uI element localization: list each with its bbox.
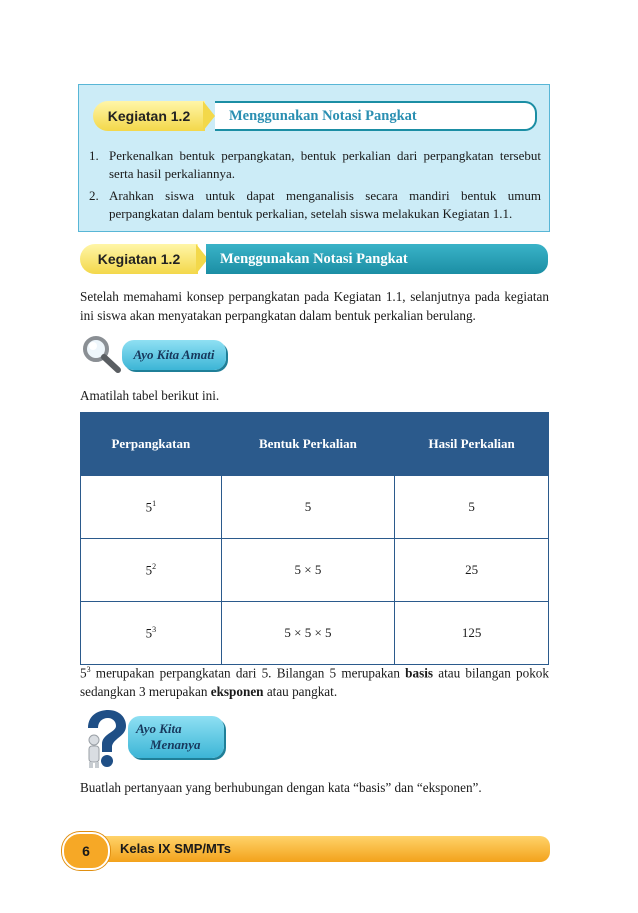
kegiatan-title: Menggunakan Notasi Pangkat xyxy=(215,101,537,131)
header-bentuk-perkalian: Bentuk Perkalian xyxy=(221,413,395,476)
cell-result: 125 xyxy=(395,602,549,665)
page-number: 6 xyxy=(62,832,110,870)
note-item: 2. Arahkan siswa untuk dapat menganalisis secara mandiri bentuk umum perpangkatan dalam bentuk perkalian, setelah siswa melakukan Kegiatan 1.1. xyxy=(89,188,541,221)
note-list xyxy=(89,147,541,223)
explanation-paragraph: $5^3$ merupakan perpangkatan dari 5. Bilangan 5 merupakan basis atau bilangan pokok sedangkan 3 merupakan eksponen atau pangkat. xyxy=(80,665,549,700)
question-instruction: Buatlah pertanyaan yang berhubungan dengan kata “basis” dan “eksponen”. xyxy=(80,780,482,795)
cell-power: $5^1$ xyxy=(81,476,222,539)
teacher-note-box xyxy=(78,84,550,232)
question-person-icon xyxy=(80,708,130,766)
kegiatan-label: Kegiatan 1.2 xyxy=(93,101,205,131)
cell-form: 5 × 5 × 5 xyxy=(221,602,395,665)
intro-paragraph: Setelah memahami konsep perpangkatan pada Kegiatan 1.1, selanjutnya pada kegiatan ini siswa akan menyatakan perpangkatan dalam bentuk perkalian berulang. xyxy=(80,289,549,323)
cell-result: 5 xyxy=(395,476,549,539)
cell-result: 25 xyxy=(395,539,549,602)
header-hasil-perkalian: Hasil Perkalian xyxy=(395,413,549,476)
header-perpangkatan: Perpangkatan xyxy=(81,413,222,476)
footer-book-title: Kelas IX SMP/MTs xyxy=(120,841,232,856)
table-row xyxy=(81,602,549,665)
power-table xyxy=(80,412,549,665)
ayo-menanya-badge: Ayo Kita Menanya xyxy=(128,716,224,758)
table-row xyxy=(81,539,549,602)
table-instruction: Amatilah tabel berikut ini. xyxy=(80,388,220,403)
table-row xyxy=(81,476,549,539)
note-item: 1. Perkenalkan bentuk perpangkatan, bentuk perkalian dari perpangkatan tersebut serta hasil perkaliannya. xyxy=(89,148,541,181)
ayo-amati-badge: Ayo Kita Amati xyxy=(122,340,226,370)
cell-form: 5 × 5 xyxy=(221,539,395,602)
cell-form: 5 xyxy=(221,476,395,539)
section-kegiatan-label: Kegiatan 1.2 xyxy=(80,244,198,274)
kegiatan-arrow xyxy=(203,101,215,131)
magnifier-icon xyxy=(80,334,120,374)
section-kegiatan-title: Menggunakan Notasi Pangkat xyxy=(206,244,548,274)
cell-power: $5^2$ xyxy=(81,539,222,602)
cell-power: $5^3$ xyxy=(81,602,222,665)
